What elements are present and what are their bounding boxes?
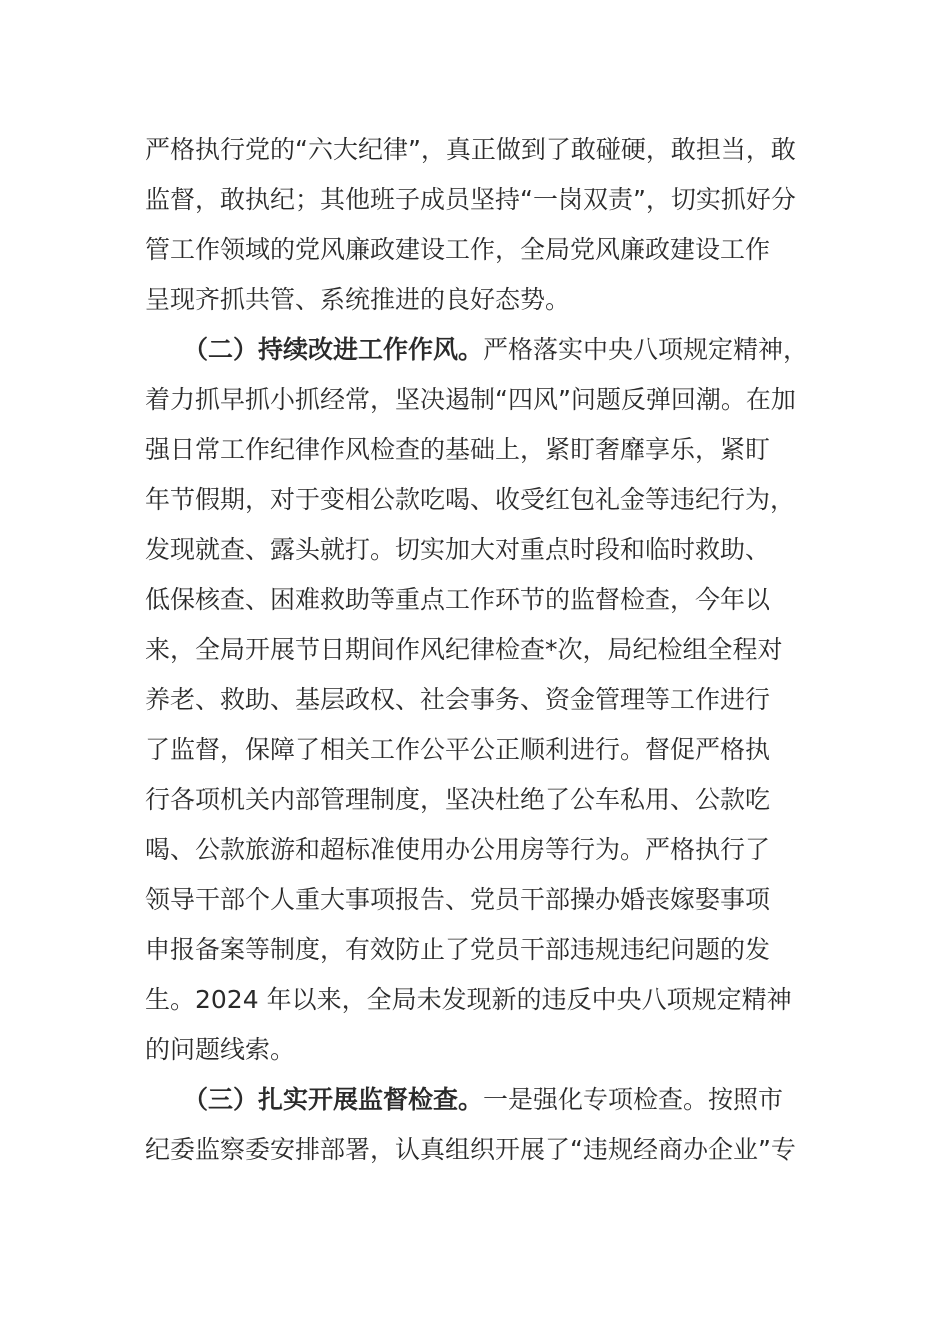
section-3-heading: （三）扎实开展监督检查。 bbox=[183, 1085, 484, 1114]
paragraph-line: 的问题线索。 bbox=[145, 1035, 296, 1064]
section-2-first-line bbox=[183, 335, 808, 365]
paragraph-line: 了监督，保障了相关工作公平公正顺利进行。督促严格执 bbox=[145, 735, 771, 764]
paragraph-line: 着力抓早抓小抓经常，坚决遏制“四风”问题反弹回潮。在加 bbox=[145, 385, 796, 414]
paragraph-line: 呈现齐抓共管、系统推进的良好态势。 bbox=[145, 285, 571, 314]
section-3-first-line bbox=[183, 1085, 783, 1115]
paragraph-line: 强日常工作纪律作风检查的基础上，紧盯奢靡享乐，紧盯 bbox=[145, 435, 771, 464]
paragraph-line: 管工作领域的党风廉政建设工作，全局党风廉政建设工作 bbox=[145, 235, 771, 264]
paragraph-line: 年节假期，对于变相公款吃喝、收受红包礼金等违纪行为， bbox=[145, 485, 796, 514]
paragraph-line: 养老、救助、基层政权、社会事务、资金管理等工作进行 bbox=[145, 685, 771, 714]
paragraph-line: 发现就查、露头就打。切实加大对重点时段和临时救助、 bbox=[145, 535, 771, 564]
paragraph-line: 喝、公款旅游和超标准使用办公用房等行为。严格执行了 bbox=[145, 835, 771, 864]
section-3-first-line-text: 一是强化专项检查。按照市 bbox=[483, 1085, 784, 1114]
paragraph-line: 低保核查、困难救助等重点工作环节的监督检查，今年以 bbox=[145, 585, 771, 614]
paragraph-line: 领导干部个人重大事项报告、党员干部操办婚丧嫁娶事项 bbox=[145, 885, 771, 914]
paragraph-line: 监督，敢执纪；其他班子成员坚持“一岗双责”，切实抓好分 bbox=[145, 185, 796, 214]
paragraph-line: 申报备案等制度，有效防止了党员干部违规违纪问题的发 bbox=[145, 935, 771, 964]
paragraph-line: 行各项机关内部管理制度，坚决杜绝了公车私用、公款吃 bbox=[145, 785, 771, 814]
paragraph-line: 来，全局开展节日期间作风纪律检查*次，局纪检组全程对 bbox=[145, 635, 783, 664]
paragraph-line: 纪委监察委安排部署，认真组织开展了“违规经商办企业”专 bbox=[145, 1135, 796, 1164]
section-2-first-line-text: 严格落实中央八项规定精神， bbox=[483, 335, 809, 364]
paragraph-line: 严格执行党的“六大纪律”，真正做到了敢碰硬，敢担当，敢 bbox=[145, 135, 796, 164]
paragraph-line: 生。2024 年以来，全局未发现新的违反中央八项规定精神 bbox=[145, 985, 792, 1014]
section-2-heading: （二）持续改进工作作风。 bbox=[183, 335, 484, 364]
